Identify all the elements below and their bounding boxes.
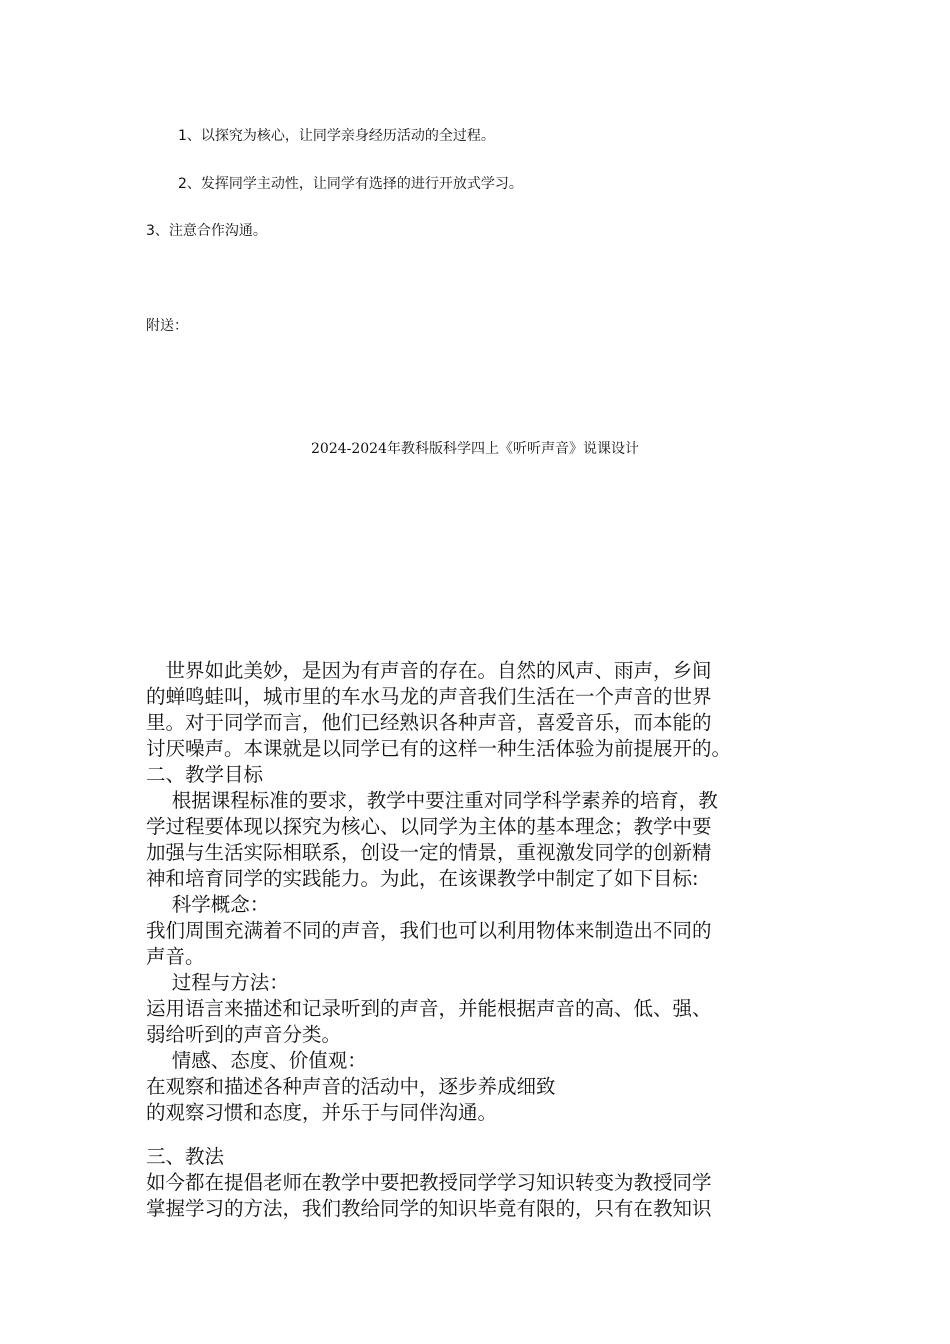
body-line: 世界如此美妙，是因为有声音的存在。自然的风声、雨声，乡间 [146,659,712,682]
body-line: 的观察习惯和态度，并乐于与同伴沟通。 [146,1101,498,1124]
section-heading: 二、教学目标 [146,763,264,786]
list-item-2: 2、发挥同学主动性，让同学有选择的进行开放式学习。 [178,176,523,192]
subheading: 过程与方法： [146,971,289,994]
body-line: 在观察和描述各种声音的活动中，逐步养成细致 [146,1075,556,1098]
blank-line [146,1126,816,1144]
body-line: 讨厌噪声。本课就是以同学已有的这样一种生活体验为前提展开的。 [146,737,732,760]
body-line: 神和培育同学的实践能力。为此，在该课教学中制定了如下目标: [146,867,699,890]
appendix-label: 附送： [146,318,188,334]
document-title: 2024-2024年教科版科学四上《听听声音》说课设计 [311,441,639,457]
body-line: 学过程要体现以探究为核心、以同学为主体的基本理念；教学中要 [146,815,712,838]
body-line: 弱给听到的声音分类。 [146,1023,342,1046]
body-line: 如今都在提倡老师在教学中要把教授同学学习知识转变为教授同学 [146,1171,712,1194]
body-text [146,658,816,1222]
list-item-1: 1、以探究为核心，让同学亲身经历活动的全过程。 [178,128,495,144]
body-line: 里。对于同学而言，他们已经熟识各种声音，喜爱音乐，而本能的 [146,711,712,734]
body-line: 加强与生活实际相联系，创设一定的情景，重视激发同学的创新精 [146,841,712,864]
body-line: 我们周围充满着不同的声音，我们也可以利用物体来制造出不同的 [146,919,712,942]
body-line: 声音。 [146,945,205,968]
subheading: 科学概念： [146,893,270,916]
body-line: 掌握学习的方法，我们教给同学的知识毕竟有限的，只有在教知识 [146,1197,712,1220]
body-line: 运用语言来描述和记录听到的声音，并能根据声音的高、低、强、 [146,997,712,1020]
list-item-3: 3、注意合作沟通。 [146,223,267,239]
section-heading: 三、教法 [146,1145,225,1168]
subheading: 情感、态度、价值观： [146,1049,367,1072]
body-line: 根据课程标准的要求，教学中要注重对同学科学素养的培育，教 [146,789,718,812]
body-line: 的蝉鸣蛙叫，城市里的车水马龙的声音我们生活在一个声音的世界 [146,685,712,708]
